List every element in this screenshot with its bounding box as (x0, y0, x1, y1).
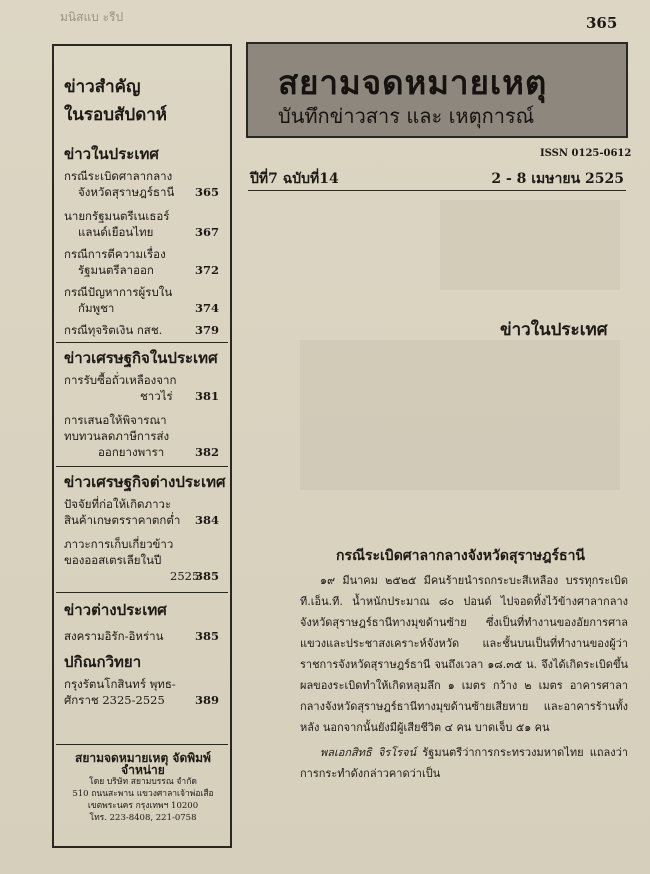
toc-item[interactable]: ปัจจัยที่ก่อให้เกิดภาวะ สินค้าเกษตรราคาตกต่ำ 384 (64, 497, 219, 527)
masthead-subtitle: บันทึกข่าวสาร และ เหตุการณ์ (278, 104, 535, 128)
sidebar-divider (56, 744, 228, 745)
toc-item[interactable]: กรณีปัญหาการผู้รบใน กัมพูชา 374 (64, 285, 219, 315)
section-heading-domestic-economy: ข่าวเศรษฐกิจในประเทศ (64, 349, 218, 367)
article-paragraph: พลเอกสิทธิ จิรโรจน์ รัฐมนตรีว่าการกระทรวงมหาดไทย แถลงว่า การกระทำดังกล่าวคาดว่าเป็น (300, 746, 629, 780)
sidebar-title-line2: ในรอบสัปดาห์ (64, 105, 168, 125)
toc-item[interactable]: การรับซื้อถั่วเหลืองจาก ชาวไร่ 381 (64, 373, 219, 403)
bleed-through-text: มนิสแบ ะรีป (60, 10, 124, 24)
issn: ISSN 0125-0612 (540, 148, 632, 159)
person-name: พลเอกสิทธิ จิรโรจน์ (320, 746, 417, 759)
issue-date: 2 - 8 เมษายน 2525 (491, 171, 624, 187)
toc-item[interactable]: การเสนอให้พิจารณา ทบทวนลดภาษีการส่ง ออกยางพารา 382 (64, 413, 219, 459)
masthead (246, 42, 628, 138)
bleed-through-shadow (440, 200, 620, 290)
bleed-through-shadow (300, 340, 620, 490)
section-title: ข่าวในประเทศ (500, 320, 608, 340)
page-number: 365 (586, 14, 618, 32)
toc-item[interactable]: กรณีระเบิดศาลากลาง จังหวัดสุราษฎร์ธานี 365 (64, 169, 219, 199)
toc-item[interactable]: นายกรัฐมนตรีเนเธอร์ แลนด์เยือนไทย 367 (64, 209, 219, 239)
article-paragraph: ๑๙ มีนาคม ๒๕๒๕ มีคนร้ายนำรถกระบะสีเหลือง บรรทุกระเบิด ที.เอ็น.ที. น้ำหนักประมาณ ๘๐ ปอนด์ ไปจอดทิ้งไว้ข้างศาลากลางจังหวัดสุราษฎร์ธานีทางมุขด้านซ้าย ซึ่งเป็นที่ทำงานของอัยการศาลแขวงและประชาสงเคราะห์จังหวัด และชั้นบนเป็นที่ทำงานของผู้ว่าราชการจังหวัดสุราษฎร์ธานี จนถึงเวลา ๑๘.๓๕ น. จึงได้เกิดระเบิดขึ้น ผลของระเบิดทำให้เกิดหลุมลึก ๑ เมตร กว้าง ๒ เมตร อาคารศาลากลางจังหวัดสุราษฎร์ธานีทางมุขด้านซ้ายเสียหาย และอาคารร้านทั้งหลัง นอกจากนั้นยังมีผู้เสียชีวิต ๔ คน บาดเจ็บ ๕๑ คน (300, 574, 628, 734)
sidebar-divider (56, 342, 228, 343)
toc-item[interactable]: ภาวะการเก็บเกี่ยวข้าว ของออสเตรเลียในปี 2525 385 (64, 537, 219, 583)
section-heading-foreign-economy: ข่าวเศรษฐกิจต่างประเทศ (64, 473, 226, 491)
article-title: กรณีระเบิดศาลากลางจังหวัดสุราษฎร์ธานี (336, 548, 585, 564)
toc-item[interactable]: สงครามอิรัก-อิหร่าน 385 (64, 629, 219, 643)
section-heading-domestic: ข่าวในประเทศ (64, 145, 159, 163)
toc-item[interactable]: กรณีการตีความเรื่อง รัฐมนตรีลาออก 372 (64, 247, 219, 277)
contents-sidebar (52, 44, 232, 848)
article-body (300, 570, 628, 784)
toc-item[interactable]: กรุงรัตนโกสินทร์ พุทธ- ศักราช 2325-2525 389 (64, 677, 219, 707)
section-heading-foreign: ข่าวต่างประเทศ (64, 601, 167, 619)
issue-info (250, 168, 624, 190)
header-rule (248, 190, 626, 191)
publisher-info: สยามจดหมายเหตุ จัดพิมพ์จำหน่าย โดย บริษัท สยามบรรณ จำกัด 510 ถนนสะพาน แขวงศาลาเจ้าพ่อเสือ เขตพระนคร กรุงเทพฯ 10200 โทร. 223-8408, 221-0758 (72, 751, 214, 823)
sidebar-divider (56, 592, 228, 593)
sidebar-divider (56, 466, 228, 467)
issue-volume: ปีที่7 ฉบับที่14 (250, 171, 339, 187)
section-heading-misc: ปกิณกวิทยา (64, 653, 142, 671)
sidebar-title-line1: ข่าวสำคัญ (64, 77, 141, 97)
masthead-title: สยามจดหมายเหตุ (278, 63, 548, 102)
toc-item[interactable]: กรณีทุจริตเงิน กสช. 379 (64, 323, 219, 337)
